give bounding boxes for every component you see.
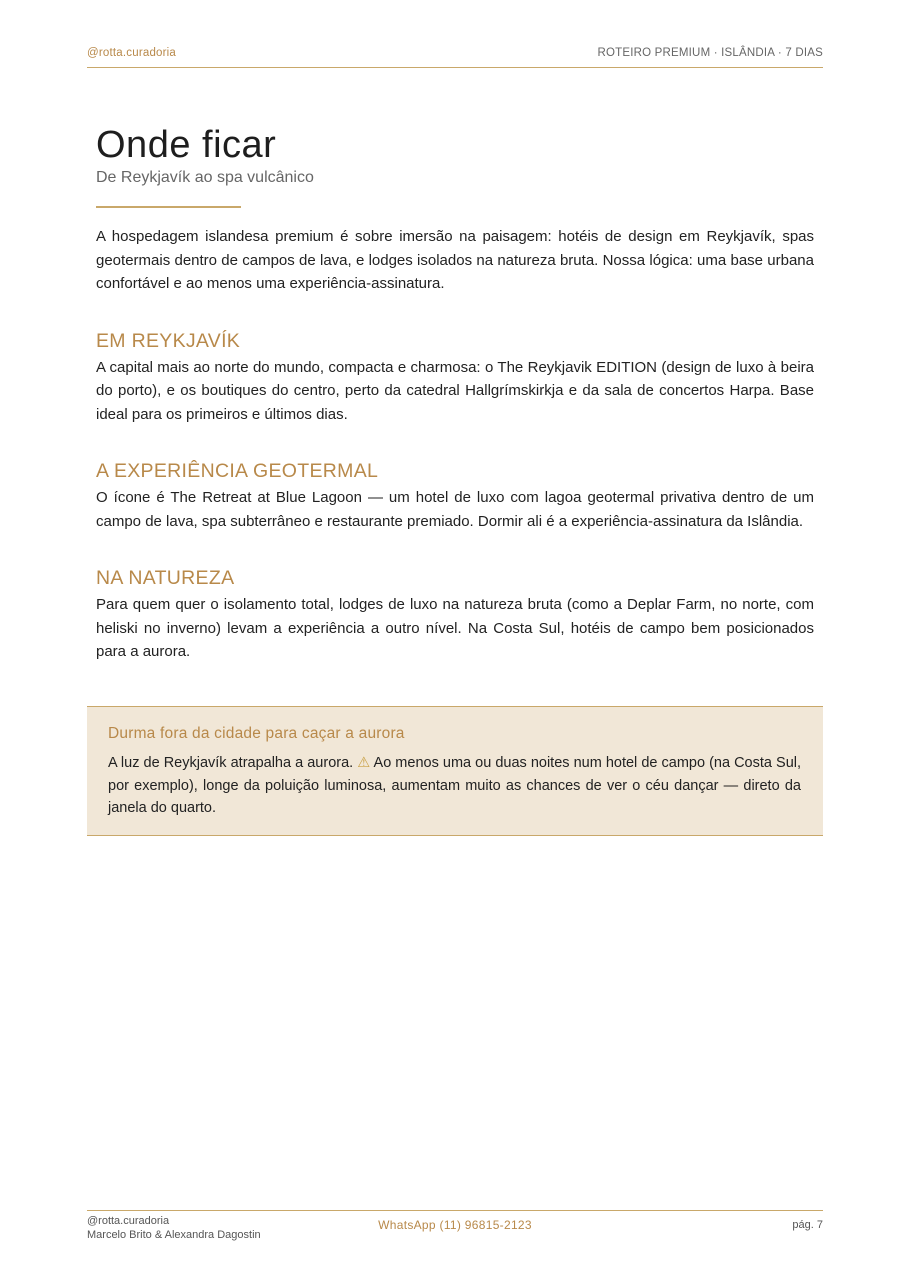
footer-authors: Marcelo Brito & Alexandra Dagostin bbox=[87, 1229, 261, 1241]
page-footer bbox=[87, 1210, 823, 1251]
callout-text-end: Ao menos uma ou duas noites num hotel de campo (na Costa Sul, por exemplo), longe da poluição luminosa, aumentam muito as chances de ver o céu dançar — direto da janela do quarto. bbox=[108, 755, 802, 816]
section-text: A capital mais ao norte do mundo, compacta e charmosa: o The Reykjavik EDITION (design de luxo à beira do porto), e os boutiques do centro, perto da catedral Hallgrímskirkja e da sala de concertos Harpa. Base ideal para os primeiros e últimos dias. bbox=[96, 358, 814, 423]
page-title: Onde ficar bbox=[96, 124, 277, 166]
title-divider bbox=[96, 206, 241, 208]
page-header bbox=[87, 44, 823, 68]
section-text: Para quem quer o isolamento total, lodges de luxo na natureza bruta (como a Deplar Farm, no norte, com heliski no inverno) levam a experiência a outro nível. Na Costa Sul, hotéis de campo bem posicionados para a aurora. bbox=[96, 596, 814, 660]
header-handle: @rotta.curadoria bbox=[87, 47, 177, 59]
section-reykjavik bbox=[96, 329, 814, 427]
callout-title: Durma fora da cidade para caçar a aurora bbox=[108, 725, 405, 742]
main-content bbox=[96, 120, 814, 664]
header-document-label: ROTEIRO PREMIUM · ISLÂNDIA · 7 DIAS bbox=[597, 47, 823, 59]
warning-icon: ⚠ bbox=[357, 755, 371, 771]
section-text: O ícone é The Retreat at Blue Lagoon — um hotel de luxo com lagoa geotermal privativa dentro de um campo de lava, spa subterrâneo e restaurante premiado. Dormir ali é a experiência-assinatura da Islândia. bbox=[96, 489, 814, 530]
intro-paragraph: A hospedagem islandesa premium é sobre imersão na paisagem: hotéis de design em Reykjavík, spas geotermais dentro de campos de lava, e lodges isolados na natureza bruta. Nossa lógica: uma base urbana confortável e ao menos uma experiência-assinatura. bbox=[96, 228, 814, 292]
section-heading: NA NATUREZA bbox=[96, 567, 235, 589]
aurora-tip-callout bbox=[87, 706, 823, 836]
page-subtitle: De Reykjavík ao spa vulcânico bbox=[96, 169, 314, 186]
callout-text bbox=[108, 752, 801, 820]
section-heading: EM REYKJAVÍK bbox=[96, 329, 241, 352]
footer-whatsapp-contact: WhatsApp (11) 96815-2123 bbox=[378, 1218, 532, 1232]
footer-handle: @rotta.curadoria bbox=[87, 1215, 170, 1227]
section-geothermal bbox=[96, 459, 814, 533]
page-number: pág. 7 bbox=[792, 1219, 823, 1231]
callout-text-start: A luz de Reykjavík atrapalha a aurora. bbox=[108, 755, 358, 771]
section-heading: A EXPERIÊNCIA GEOTERMAL bbox=[96, 460, 379, 482]
section-nature bbox=[96, 566, 814, 664]
